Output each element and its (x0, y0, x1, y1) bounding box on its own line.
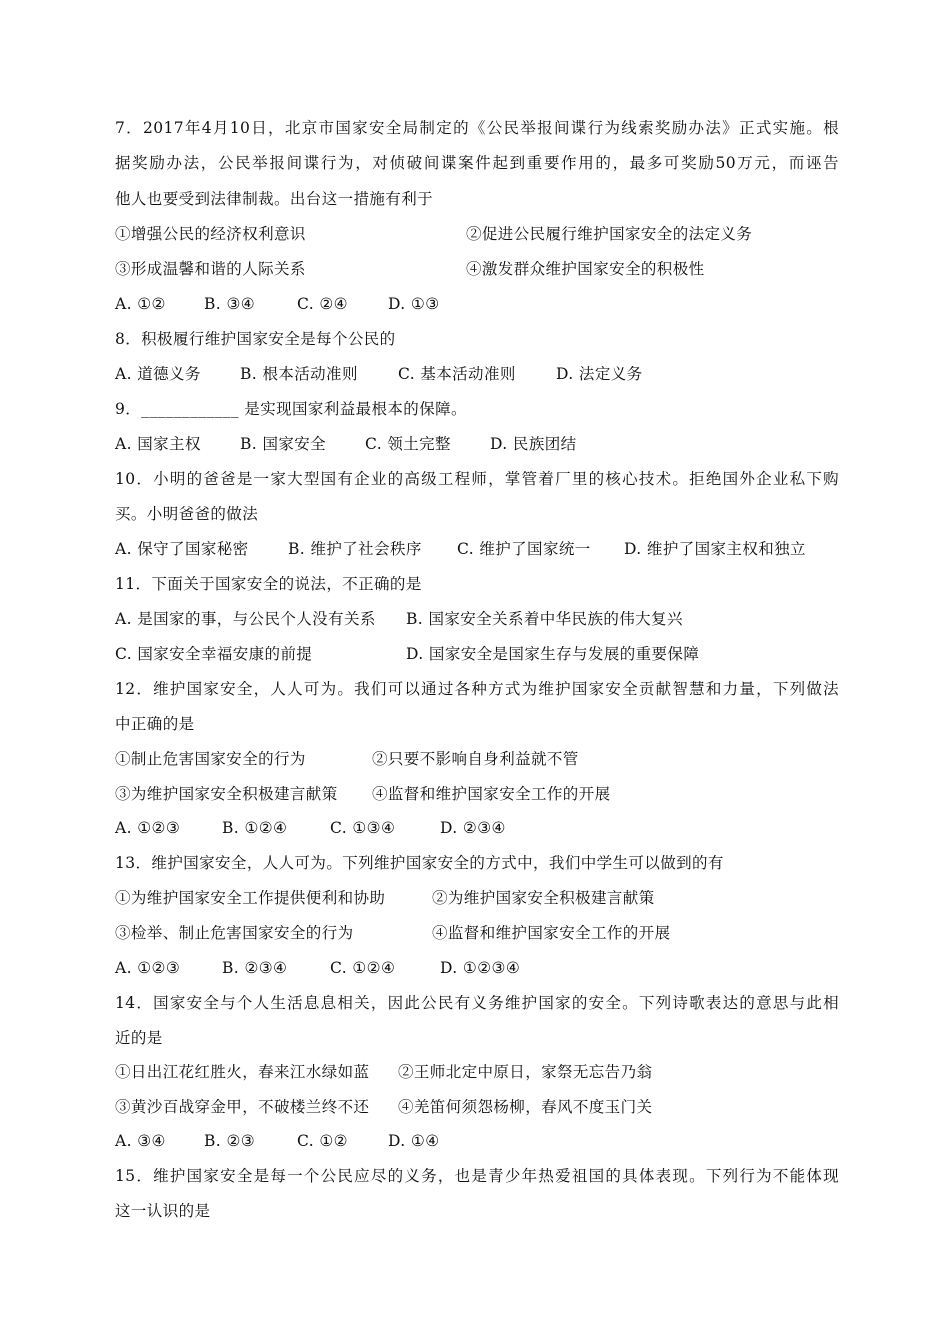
q9-stem (115, 399, 467, 419)
q7-stem-line-1: 7．2017年4月10日，北京市国家安全局制定的《公民举报间谍行为线索奖励办法》正式实施。根 (115, 119, 839, 137)
q14-option-a: A. ③④ (115, 1132, 166, 1150)
q14-stem-line-2: 近的是 (115, 1029, 163, 1047)
q12-option-d: D. ②③④ (440, 819, 506, 837)
q14-stem-line-1: 14．国家安全与个人生活息息相关，因此公民有义务维护国家的安全。下列诗歌表达的意思与此相 (115, 994, 839, 1012)
q7-item-4: ④激发群众维护国家安全的积极性 (466, 260, 705, 278)
q12-item-2: ②只要不影响自身利益就不管 (372, 750, 579, 768)
q8-option-d: D. 法定义务 (556, 365, 643, 383)
q8-option-a: A. 道德义务 (115, 365, 201, 383)
q14-item-1: ①日出江花红胜火，春来江水绿如蓝 (115, 1063, 370, 1081)
q12-item-3: ③为维护国家安全积极建言献策 (115, 785, 338, 803)
q13-option-a: A. ①②③ (115, 959, 181, 977)
q7-item-3: ③形成温馨和谐的人际关系 (115, 260, 306, 278)
q9-option-a: A. 国家主权 (115, 435, 201, 453)
q9-stem-text: 是实现国家利益最根本的保障。 (238, 400, 467, 418)
q9-number: 9． (115, 400, 142, 418)
q14-item-2: ②王师北定中原日，家祭无忘告乃翁 (398, 1063, 653, 1081)
q9-option-b: B. 国家安全 (240, 435, 327, 453)
q10-option-c: C. 维护了国家统一 (457, 540, 591, 558)
q7-option-a: A. ①② (115, 295, 166, 313)
q11-option-c: C. 国家安全幸福安康的前提 (115, 645, 313, 663)
q9-option-d: D. 民族团结 (490, 435, 577, 453)
q7-option-b: B. ③④ (204, 295, 256, 313)
q7-item-2: ②促进公民履行维护国家安全的法定义务 (466, 225, 753, 243)
q11-option-a: A. 是国家的事，与公民个人没有关系 (115, 610, 376, 628)
q15-stem-line-2: 这一认识的是 (115, 1202, 211, 1220)
q14-item-4: ④羌笛何须怨杨柳，春风不度玉门关 (398, 1098, 653, 1116)
q13-stem: 13．维护国家安全，人人可为。下列维护国家安全的方式中，我们中学生可以做到的有 (115, 854, 724, 872)
q13-item-1: ①为维护国家安全工作提供便利和协助 (115, 889, 386, 907)
q8-stem: 8．积极履行维护国家安全是每个公民的 (115, 330, 396, 348)
q9-blank: ____________ (141, 400, 239, 418)
q14-option-d: D. ①④ (388, 1132, 440, 1150)
q12-stem-line-1: 12．维护国家安全，人人可为。我们可以通过各种方式为维护国家安全贡献智慧和力量，下列做法 (115, 680, 839, 698)
q12-item-4: ④监督和维护国家安全工作的开展 (372, 785, 611, 803)
q8-option-b: B. 根本活动准则 (240, 365, 358, 383)
q10-option-b: B. 维护了社会秩序 (288, 540, 422, 558)
q11-option-d: D. 国家安全是国家生存与发展的重要保障 (406, 645, 700, 663)
q14-option-b: B. ②③ (204, 1132, 256, 1150)
q11-stem: 11．下面关于国家安全的说法，不正确的是 (115, 575, 422, 593)
q14-item-3: ③黄沙百战穿金甲，不破楼兰终不还 (115, 1098, 370, 1116)
q13-option-c: C. ①②④ (330, 959, 396, 977)
q12-option-c: C. ①③④ (330, 819, 396, 837)
q10-stem-line-1: 10．小明的爸爸是一家大型国有企业的高级工程师，掌管着厂里的核心技术。拒绝国外企业私下购 (115, 470, 839, 488)
q12-stem-line-2: 中正确的是 (115, 715, 195, 733)
q12-option-a: A. ①②③ (115, 819, 181, 837)
q10-option-a: A. 保守了国家秘密 (115, 540, 249, 558)
q10-option-d: D. 维护了国家主权和独立 (624, 540, 806, 558)
q13-item-4: ④监督和维护国家安全工作的开展 (432, 924, 671, 942)
q7-stem-line-3: 他人也要受到法律制裁。出台这一措施有利于 (115, 190, 434, 208)
q13-option-b: B. ②③④ (222, 959, 288, 977)
q8-option-c: C. 基本活动准则 (398, 365, 516, 383)
q12-item-1: ①制止危害国家安全的行为 (115, 750, 306, 768)
q7-option-c: C. ②④ (297, 295, 348, 313)
q7-item-1: ①增强公民的经济权利意识 (115, 225, 306, 243)
q7-option-d: D. ①③ (388, 295, 440, 313)
q13-item-3: ③检举、制止危害国家安全的行为 (115, 924, 354, 942)
q11-option-b: B. 国家安全关系着中华民族的伟大复兴 (406, 610, 683, 628)
q10-stem-line-2: 买。小明爸爸的做法 (115, 505, 259, 523)
q12-option-b: B. ①②④ (222, 819, 288, 837)
q7-stem-line-2: 据奖励办法，公民举报间谍行为，对侦破间谍案件起到重要作用的，最多可奖励50万元，而诬告 (115, 154, 839, 172)
q13-item-2: ②为维护国家安全积极建言献策 (432, 889, 655, 907)
q9-option-c: C. 领土完整 (365, 435, 451, 453)
q15-stem-line-1: 15．维护国家安全是每一个公民应尽的义务，也是青少年热爱祖国的具体表现。下列行为不能体现 (115, 1167, 839, 1185)
q14-option-c: C. ①② (297, 1132, 348, 1150)
q13-option-d: D. ①②③④ (440, 959, 521, 977)
